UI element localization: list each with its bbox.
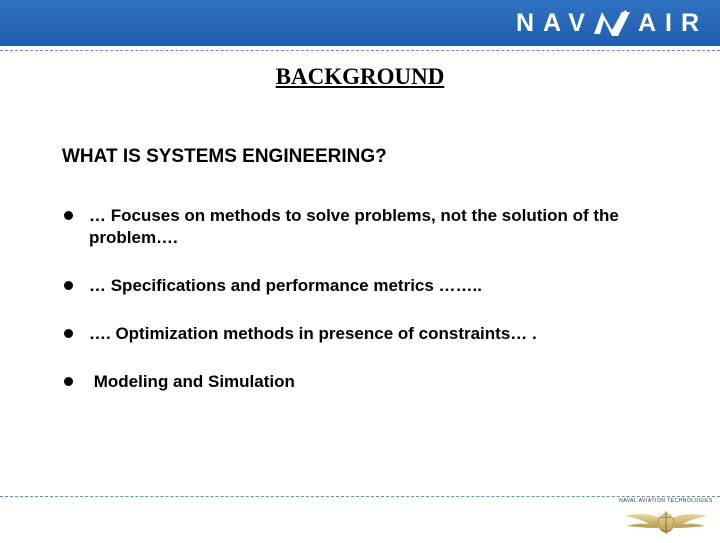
bullet-list	[64, 205, 664, 393]
header-bar	[0, 0, 720, 46]
bullet-text: … Focuses on methods to solve problems, not the solution of the problem….	[89, 206, 619, 247]
footer-logo	[618, 497, 714, 539]
bullet-text: Modeling and Simulation	[89, 372, 295, 391]
slide-subtitle: WHAT IS SYSTEMS ENGINEERING?	[62, 146, 387, 167]
navair-logo	[516, 8, 708, 38]
logo-text-left: NAV	[516, 8, 594, 37]
bullet-item	[64, 275, 664, 297]
bullet-item	[64, 371, 664, 393]
logo-text-right: AIR	[637, 8, 708, 37]
footer-divider	[0, 496, 720, 498]
bullet-dot-icon	[64, 377, 73, 386]
bullet-item	[64, 205, 664, 249]
bullet-text: …. Optimization methods in presence of constraints… .	[89, 324, 537, 343]
navair-chevron-icon	[592, 8, 632, 38]
naval-wings-emblem-icon	[621, 504, 711, 538]
bullet-item	[64, 323, 664, 345]
header-divider	[0, 50, 720, 52]
bullet-dot-icon	[64, 329, 73, 338]
bullet-dot-icon	[64, 211, 73, 220]
slide-title: BACKGROUND	[275, 64, 445, 89]
bullet-dot-icon	[64, 281, 73, 290]
bullet-text: … Specifications and performance metrics ……..	[89, 276, 483, 295]
footer-tagline: NAVAL AVIATION TECHNOLOGIES	[619, 498, 713, 504]
